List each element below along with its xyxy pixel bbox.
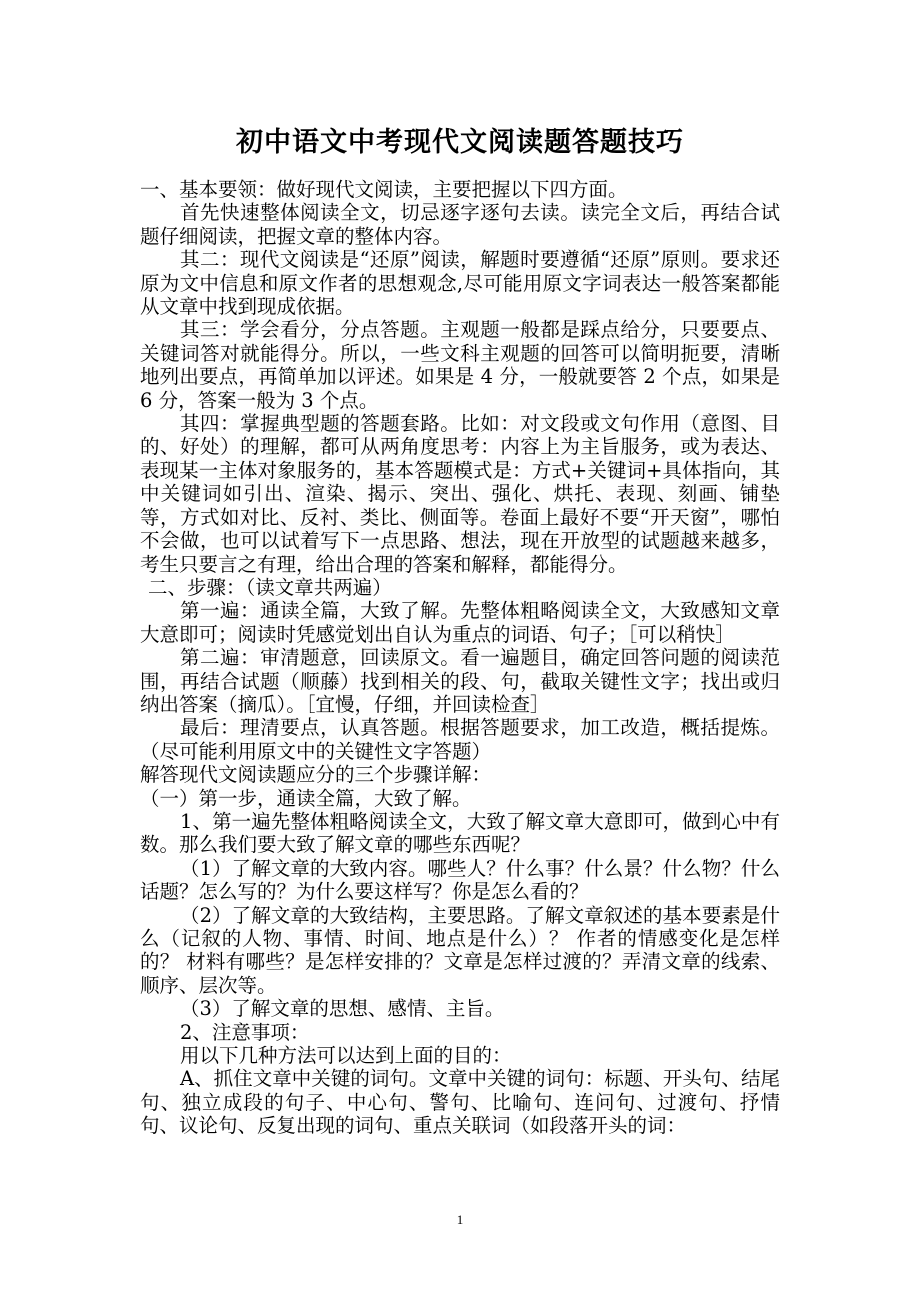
paragraph: 最后：理清要点，认真答题。根据答题要求，加工改造，概括提炼。（尽可能利用原文中的关键性文字答题）: [140, 716, 780, 763]
page-number: 1: [456, 1212, 464, 1227]
document-body: [140, 178, 780, 1138]
paragraph: 用以下几种方法可以达到上面的目的：: [180, 1044, 512, 1068]
paragraph: 其四：掌握典型题的答题套路。比如：对文段或文句作用（意图、目的、好处）的理解，都可从两角度思考：内容上为主旨服务，或为表达、表现某一主体对象服务的，基本答题模式是：方式+关键词+具体指向，其中关键词如引出、渲染、揭示、突出、强化、烘托、表现、刻画、铺垫等，方式如对比、反衬、类比、侧面等。卷面上最好不要“开天窗”，哪怕不会做，也可以试着写下一点思路、想法，现在开放型的试题越来越多，考生只要言之有理，给出合理的答案和解释，都能得分。: [140, 412, 780, 576]
paragraph: （2）了解文章的大致结构，主要思路。了解文章叙述的基本要素是什么（记叙的人物、事情、时间、地点是什么）？ 作者的情感变化是怎样的？ 材料有哪些？是怎样安排的？文章是怎样过渡的？弄清文章的线索、顺序、层次等。: [140, 903, 780, 997]
section-heading-2: 二、步骤：（读文章共两遍）: [148, 575, 392, 599]
subsection-heading: （一）第一步，通读全篇，大致了解。: [140, 786, 472, 810]
paragraph: 其二：现代文阅读是“还原”阅读，解题时要遵循“还原”原则。要求还原为文中信息和原文作者的思想观念,尽可能用原文字词表达一般答案都能从文章中找到现成依据。: [140, 248, 780, 319]
document-title: 初中语文中考现代文阅读题答题技巧: [236, 127, 684, 158]
paragraph: 第一遍：通读全篇，大致了解。先整体粗略阅读全文，大致感知文章大意即可；阅读时凭感觉划出自认为重点的词语、句子；［可以稍快］: [140, 599, 780, 646]
paragraph: （3）了解文章的思想、感情、主旨。: [180, 997, 505, 1021]
paragraph: 1、第一遍先整体粗略阅读全文，大致了解文章大意即可，做到心中有数。那么我们要大致了解文章的哪些东西呢？: [140, 809, 780, 857]
paragraph: A、抓住文章中关键的词句。文章中关键的词句：标题、开头句、结尾句、独立成段的句子、中心句、警句、比喻句、连问句、过渡句、抒情句、议论句、反复出现的词句、重点关联词（如段落开头的词：: [140, 1067, 780, 1138]
section-heading-1: 一、基本要领：做好现代文阅读，主要把握以下四方面。: [140, 178, 628, 201]
paragraph: 首先快速整体阅读全文，切忌逐字逐句去读。读完全文后，再结合试题仔细阅读，把握文章的整体内容。: [140, 201, 780, 248]
paragraph: 其三：学会看分，分点答题。主观题一般都是踩点给分，只要要点、关键词答对就能得分。所以，一些文科主观题的回答可以简明扼要，清晰地列出要点，再简单加以评述。如果是 4 分，一般就要答 2 个点，如果是 6 分，答案一般为 3 个点。: [140, 318, 780, 412]
paragraph: 2、注意事项：: [180, 1020, 310, 1044]
section-heading-3: 解答现代文阅读题应分的三个步骤详解：: [140, 763, 492, 787]
paragraph: 第二遍：审清题意，回读原文。看一遍题目，确定回答问题的阅读范围，再结合试题（顺藤）找到相关的段、句，截取关键性文字；找出或归纳出答案（摘瓜）。［宜慢，仔细，并回读检查］: [140, 646, 780, 716]
paragraph: （1）了解文章的大致内容。哪些人？什么事？什么景？什么物？什么话题？怎么写的？为什么要这样写？你是怎么看的？: [140, 856, 780, 904]
